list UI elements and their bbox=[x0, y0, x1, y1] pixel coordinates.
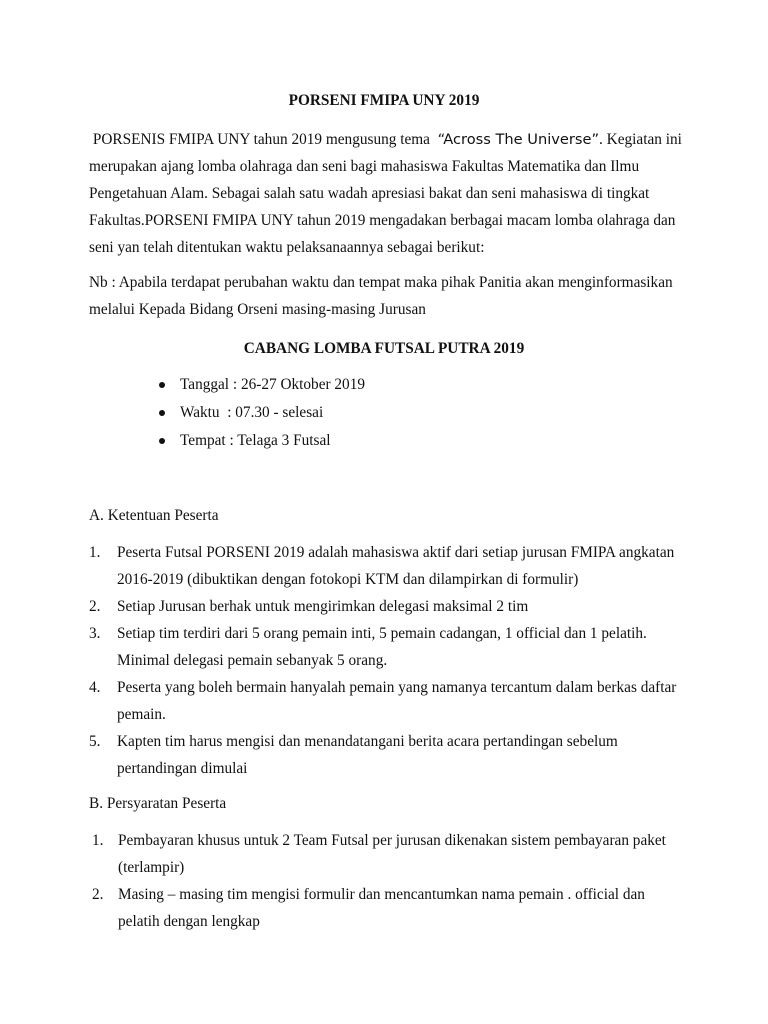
intro-paragraph bbox=[89, 126, 682, 261]
intro-line-2: merupakan ajang lomba olahraga dan seni bagi mahasiswa Fakultas Matematika dan Ilmu bbox=[89, 158, 640, 175]
schedule-place: Tempat : Telaga 3 Futsal bbox=[180, 432, 331, 449]
item-line-1: Peserta yang boleh bermain hanyalah pemain yang namanya tercantum dalam berkas daftar bbox=[117, 679, 677, 696]
note-paragraph bbox=[89, 269, 689, 323]
intro-text-c: . Kegiatan ini bbox=[599, 131, 682, 148]
intro-text-a: PORSENIS FMIPA UNY tahun 2019 mengusung tema bbox=[92, 131, 430, 148]
section-a-heading: A. Ketentuan Peserta bbox=[89, 507, 219, 524]
item-number: 1. bbox=[92, 832, 104, 849]
intro-line-1 bbox=[89, 126, 682, 153]
item-line-2: (terlampir) bbox=[118, 859, 185, 876]
item-number: 4. bbox=[89, 679, 101, 696]
list-item bbox=[89, 728, 689, 782]
intro-line-3: Pengetahuan Alam. Sebagai salah satu wadah apresiasi bakat dan seni mahasiswa di tingkat bbox=[89, 185, 650, 202]
item-line-1: Peserta Futsal PORSENI 2019 adalah mahasiswa aktif dari setiap jurusan FMIPA angkatan bbox=[117, 544, 675, 561]
item-line-2: pelatih dengan lengkap bbox=[118, 913, 260, 930]
item-number: 3. bbox=[89, 625, 101, 642]
list-item bbox=[92, 881, 692, 935]
item-number: 1. bbox=[89, 544, 101, 561]
item-line-1: Setiap tim terdiri dari 5 orang pemain inti, 5 pemain cadangan, 1 official dan 1 pelatih. bbox=[117, 625, 647, 642]
list-item bbox=[180, 427, 365, 455]
section-a-list bbox=[89, 539, 689, 782]
theme-quote: “Across The Universe” bbox=[437, 131, 600, 148]
section-b-heading: B. Persyaratan Peserta bbox=[89, 795, 227, 812]
item-number: 2. bbox=[89, 598, 101, 615]
note-line-1: Nb : Apabila terdapat perubahan waktu dan tempat maka pihak Panitia akan menginformasikan bbox=[89, 274, 673, 291]
item-number: 5. bbox=[89, 733, 101, 750]
intro-line-4: Fakultas.PORSENI FMIPA UNY tahun 2019 mengadakan berbagai macam lomba olahraga dan bbox=[89, 212, 676, 229]
item-line-2: 2016-2019 (dibuktikan dengan fotokopi KTM dan dilampirkan di formulir) bbox=[117, 571, 579, 588]
section-title: CABANG LOMBA FUTSAL PUTRA 2019 bbox=[243, 340, 525, 357]
document-title: PORSENI FMIPA UNY 2019 bbox=[288, 92, 480, 109]
item-line-1: Masing – masing tim mengisi formulir dan mencantumkan nama pemain . official dan bbox=[118, 886, 645, 903]
item-number: 2. bbox=[92, 886, 104, 903]
schedule-list bbox=[180, 371, 365, 455]
item-line-1: Setiap Jurusan berhak untuk mengirimkan delegasi maksimal 2 tim bbox=[117, 598, 529, 615]
list-item bbox=[89, 539, 689, 593]
item-line-1: Pembayaran khusus untuk 2 Team Futsal per jurusan dikenakan sistem pembayaran paket bbox=[118, 832, 666, 849]
bullet-icon bbox=[159, 382, 165, 388]
item-line-2: pemain. bbox=[117, 706, 166, 723]
bullet-icon bbox=[159, 438, 165, 444]
schedule-time: Waktu : 07.30 - selesai bbox=[180, 404, 324, 421]
item-line-1: Kapten tim harus mengisi dan menandatangani berita acara pertandingan sebelum bbox=[117, 733, 618, 750]
note-line-2: melalui Kepada Bidang Orseni masing-masing Jurusan bbox=[89, 301, 426, 318]
list-item bbox=[180, 371, 365, 399]
item-line-2: pertandingan dimulai bbox=[117, 760, 248, 777]
bullet-icon bbox=[159, 410, 165, 416]
list-item bbox=[89, 620, 689, 674]
section-b-list bbox=[92, 827, 692, 935]
intro-line-5: seni yan telah ditentukan waktu pelaksanaannya sebagai berikut: bbox=[89, 239, 485, 256]
list-item bbox=[180, 399, 365, 427]
list-item bbox=[89, 593, 689, 620]
list-item bbox=[92, 827, 692, 881]
list-item bbox=[89, 674, 689, 728]
schedule-date: Tanggal : 26-27 Oktober 2019 bbox=[180, 376, 366, 393]
item-line-2: Minimal delegasi pemain sebanyak 5 orang. bbox=[117, 652, 388, 669]
